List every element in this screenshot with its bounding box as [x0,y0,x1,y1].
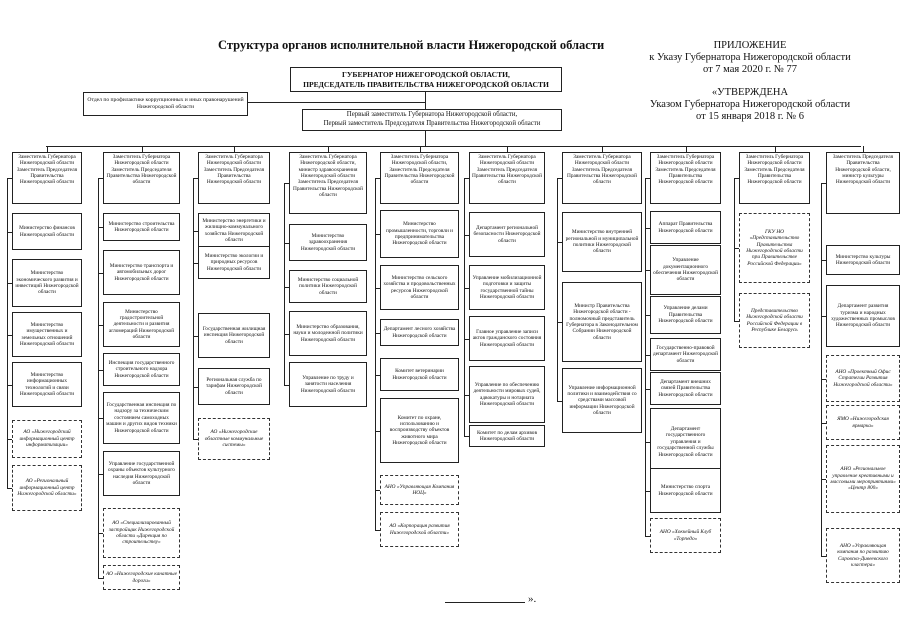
connector-line [645,389,650,390]
department-box: Департамент развития туризма и народных художественных промыслов Нижегородской области [826,285,900,347]
connector-line [7,283,12,284]
connector-line [248,102,425,103]
deputy-head-box: Заместитель Губернатора Нижегородской области Заместитель Председателя Правительства Нижегородской области [103,152,180,204]
deputy-head-box: Заместитель Губернатора Нижегородской области Заместитель Председателя Правительства Нижегородской области [562,152,642,204]
connector-line [734,248,739,249]
connector-line [7,178,8,488]
department-box: Управление по труду и занятости населения Нижегородской области [289,362,367,407]
department-box: Департамент государственного управления и государственной службы Нижегородской области [650,408,721,476]
connector-line [645,178,650,179]
connector-line [821,183,826,184]
connector-line [7,385,12,386]
department-box: Министерство образования, науки и молодежной политики Нижегородской области [289,311,367,356]
connector-line [821,183,822,556]
connector-line [7,232,12,233]
connector-line [645,228,650,229]
connector-line [7,335,12,336]
subordinate-org-box: АНО «Управляющая Компания НОЦ» [380,475,459,505]
connector-line [425,92,426,109]
connector-line [98,178,99,578]
connector-line [98,273,103,274]
connector-line [557,178,558,401]
subordinate-org-box: ЯМО «Нижегородская ярмарка» [826,405,900,440]
department-box: Министерство строительства Нижегородской области [103,213,180,241]
subordinate-org-box: АО «Нижегородские областные коммунальные системы» [198,418,270,460]
department-box: Министерство экономического развития и инвестиций Нижегородской области [12,259,82,307]
connector-line [193,439,198,440]
department-box: Комитет ветеринарии Нижегородской области [380,358,459,391]
connector-line [375,234,380,235]
connector-line [193,231,198,232]
deputy-head-box: Заместитель Губернатора Нижегородской области Заместитель Председателя Правительства Нижегородской области [12,152,82,204]
subordinate-org-box: АНО «Управляющая компания по развитию Саровско-Дивеевского кластера» [826,528,900,583]
department-box: Главное управление записи актов гражданского состояния Нижегородской области [469,316,545,361]
connector-line [7,178,12,179]
governor-box [290,67,562,92]
connector-line [464,178,465,436]
connector-line [284,183,289,184]
department-box: Государственно-правовой департамент Нижегородской области [650,338,721,371]
appendix-line: к Указу Губернатора Нижегородской области [649,51,851,63]
department-box: Аппарат Правительства Нижегородской области [650,211,721,244]
department-box: Департамент лесного хозяйства Нижегородской области [380,319,459,346]
connector-line [645,355,650,356]
connector-line [645,178,646,536]
connector-line [284,287,289,288]
appendix-line: от 7 мая 2020 г. № 77 [702,63,798,75]
connector-line [7,439,12,440]
department-box: Министерство здравоохранения Нижегородской области [289,224,367,261]
approval-line: от 15 января 2018 г. № 6 [696,110,804,122]
page-title: Структура органов исполнительной власти Нижегородской области [218,38,605,52]
department-box: Комитет по охране, использованию и воспроизводству объектов животного мира Нижегородской области [380,398,459,463]
connector-line [98,578,103,579]
department-box: Министерство сельского хозяйства и продовольственных ресурсов Нижегородской области [380,265,459,310]
connector-line [375,333,380,334]
connector-line [734,321,739,322]
department-box: Министерство энергетики и жилищно-коммунального хозяйства Нижегородской области [198,213,270,248]
connector-line [821,260,826,261]
department-box: Государственная инспекция по надзору за техническим состоянием самоходных машин и других видов техники Нижегородской области [103,392,180,444]
department-box: Министерство промышленности, торговли и предпринимательства Нижегородской области [380,210,459,258]
department-box: Министерство спорта Нижегородской области [650,468,721,513]
connector-line [98,474,103,475]
connector-line [557,401,562,402]
department-box: Министерство градостроительной деятельности и развития агломераций Нижегородской области [103,302,180,347]
department-box: Министерство транспорта и автомобильных дорог Нижегородской области [103,250,180,295]
subordinate-org-box: АНО «Региональное управление креативными и массовыми мероприятиями» «Центр 800» [826,445,900,513]
department-box: Министерство внутренней региональной и муниципальной политики Нижегородской области [562,212,642,272]
connector-line [98,178,103,179]
connector-line [464,178,469,179]
department-box: Комитет по делам архивов Нижегородской области [469,425,545,447]
department-box: Управление делами Правительства Нижегородской области [650,296,721,334]
subordinate-org-box: АНО «Хоккейный Клуб «Торпедо» [650,518,721,553]
connector-line [464,436,469,437]
connector-line [645,491,650,492]
department-box: Управление по обеспечению деятельности мировых судей, адвокатуры и нотариата Нижегородской области [469,366,545,423]
connector-line [645,536,650,537]
first-deputy-line: Первый заместитель Председателя Правительства Нижегородской области [323,120,541,127]
corruption-dept-box: Отдел по профилактике коррупционных и иных правонарушений Нижегородской области [83,92,248,116]
connector-line [193,178,194,439]
connector-line [375,490,380,491]
subordinate-org-box: ГКУ НО «Представительство Правительства Нижегородской области при Правительстве Российской Федерации» [739,213,810,283]
subordinate-org-box: АО «Нижегородский информационный центр информатизации» [12,420,82,458]
approval-line: «УТВЕРЖДЕНА [711,87,789,99]
department-box: Управление информационной политики и взаимодействия со средствами массовой информации Нижегородской области [562,368,642,433]
department-box: Министерство экологии и природных ресурсов Нижегородской области [198,246,270,279]
deputy-head-box: Заместитель Губернатора Нижегородской области Заместитель Председателя Правительства Нижегородской области [469,152,545,204]
connector-line [375,178,380,179]
connector-line [375,431,380,432]
connector-line [557,322,562,323]
connector-line [645,270,650,271]
connector-line [284,385,289,386]
connector-line [464,339,469,340]
governor-line: ПРЕДСЕДАТЕЛЬ ПРАВИТЕЛЬСТВА НИЖЕГОРОДСКОЙ ОБЛАСТИ [303,79,549,89]
department-box: Инспекция государственного строительного надзора Нижегородской области [103,353,180,386]
department-box: Региональная служба по тарифам Нижегородской области [198,368,270,405]
first-deputy-box [302,109,562,131]
signature-line [445,602,525,603]
department-box: Департамент региональной безопасности Нижегородской области [469,212,545,257]
connector-line [375,288,380,289]
subordinate-org-box: АО «Корпорация развития Нижегородской области» [380,512,459,547]
department-box: Управление государственной охраны объектов культурного наследия Нижегородской области [103,451,180,496]
subordinate-org-box: АО «Специализированный застройщик Нижегородской области «Дирекция по строительству» [103,508,180,558]
department-box: Управление мобилизационной подготовки и защиты государственной тайны Нижегородской области [469,265,545,310]
governor-line: ГУБЕРНАТОР НИЖЕГОРОДСКОЙ ОБЛАСТИ, [342,69,510,79]
connector-line [557,178,562,179]
connector-line [425,131,426,146]
department-box: Департамент внешних связей Правительства Нижегородской области [650,372,721,405]
department-box: Министерство культуры Нижегородской области [826,245,900,275]
approval-line: Указом Губернатора Нижегородской области [649,99,851,110]
connector-line [284,243,289,244]
connector-line [375,178,376,530]
connector-line [375,375,380,376]
subordinate-org-box: АО «Региональный информационный центр Нижегородской области» [12,465,82,511]
connector-line [464,395,469,396]
connector-line [193,178,198,179]
subordinate-org-box: АО «Нижегородские канатные дороги» [103,565,180,590]
deputy-head-box: Заместитель Губернатора Нижегородской области, Заместитель Председателя Правительства Нижегородской области [380,152,459,204]
connector-line [464,288,469,289]
connector-line [734,178,735,321]
connector-line [7,488,12,489]
connector-line [821,556,826,557]
department-box: Министерство финансов Нижегородской области [12,213,82,250]
deputy-head-box: Заместитель Губернатора Нижегородской области Заместитель Председателя Правительства Нижегородской области [198,152,270,204]
connector-line [464,235,469,236]
deputy-head-box: Заместитель Председателя Правительства Нижегородской области, министр культуры Нижегородской области [826,152,900,214]
appendix-block [630,40,870,123]
department-box: Министр Правительства Нижегородской области - полномочный представитель Губернатора в Законодательном Собрании Нижегородской области [562,282,642,362]
deputy-head-box: Заместитель Губернатора Нижегородской области Заместитель Председателя Правительства Нижегородской области [650,152,721,204]
connector-line [193,387,198,388]
connector-line [98,227,103,228]
closing-mark: ». [528,593,537,605]
appendix-line: ПРИЛОЖЕНИЕ [713,40,787,51]
connector-line [734,178,739,179]
department-box: Управление документационного обеспечения Нижегородской области [650,245,721,295]
connector-line [98,418,103,419]
connector-line [557,242,562,243]
department-box: Министерство информационных технологий и связи Нижегородской области [12,362,82,407]
connector-line [46,146,861,147]
connector-line [284,334,289,335]
department-box: Министерство социальной политики Нижегородской области [289,270,367,303]
connector-line [645,442,650,443]
connector-line [821,379,826,380]
connector-line [375,530,380,531]
connector-line [193,336,198,337]
connector-line [284,183,285,385]
connector-line [98,533,103,534]
subordinate-org-box: Представительство Нижегородской области Российской Федерации в Республике Беларусь [739,293,810,348]
department-box: Государственная жилищная инспекция Нижегородской области [198,313,270,358]
connector-line [98,370,103,371]
deputy-head-box: Заместитель Губернатора Нижегородской области Заместитель Председателя Правительства Нижегородской области [739,152,810,204]
first-deputy-line: Первый заместитель Губернатора Нижегородской области, [346,111,518,119]
connector-line [98,325,103,326]
connector-line [821,423,826,424]
deputy-head-box: Заместитель Губернатора Нижегородской области, министр здравоохранения Нижегородской области Заместитель Председателя Правительства Нижегородской области [289,152,367,214]
connector-line [193,263,198,264]
department-box: Министерство имущественных и земельных отношений Нижегородской области [12,312,82,357]
connector-line [645,315,650,316]
connector-line [821,479,826,480]
connector-line [821,316,826,317]
subordinate-org-box: АНО «Проектный Офис Стратегии Развития Нижегородской области» [826,355,900,402]
